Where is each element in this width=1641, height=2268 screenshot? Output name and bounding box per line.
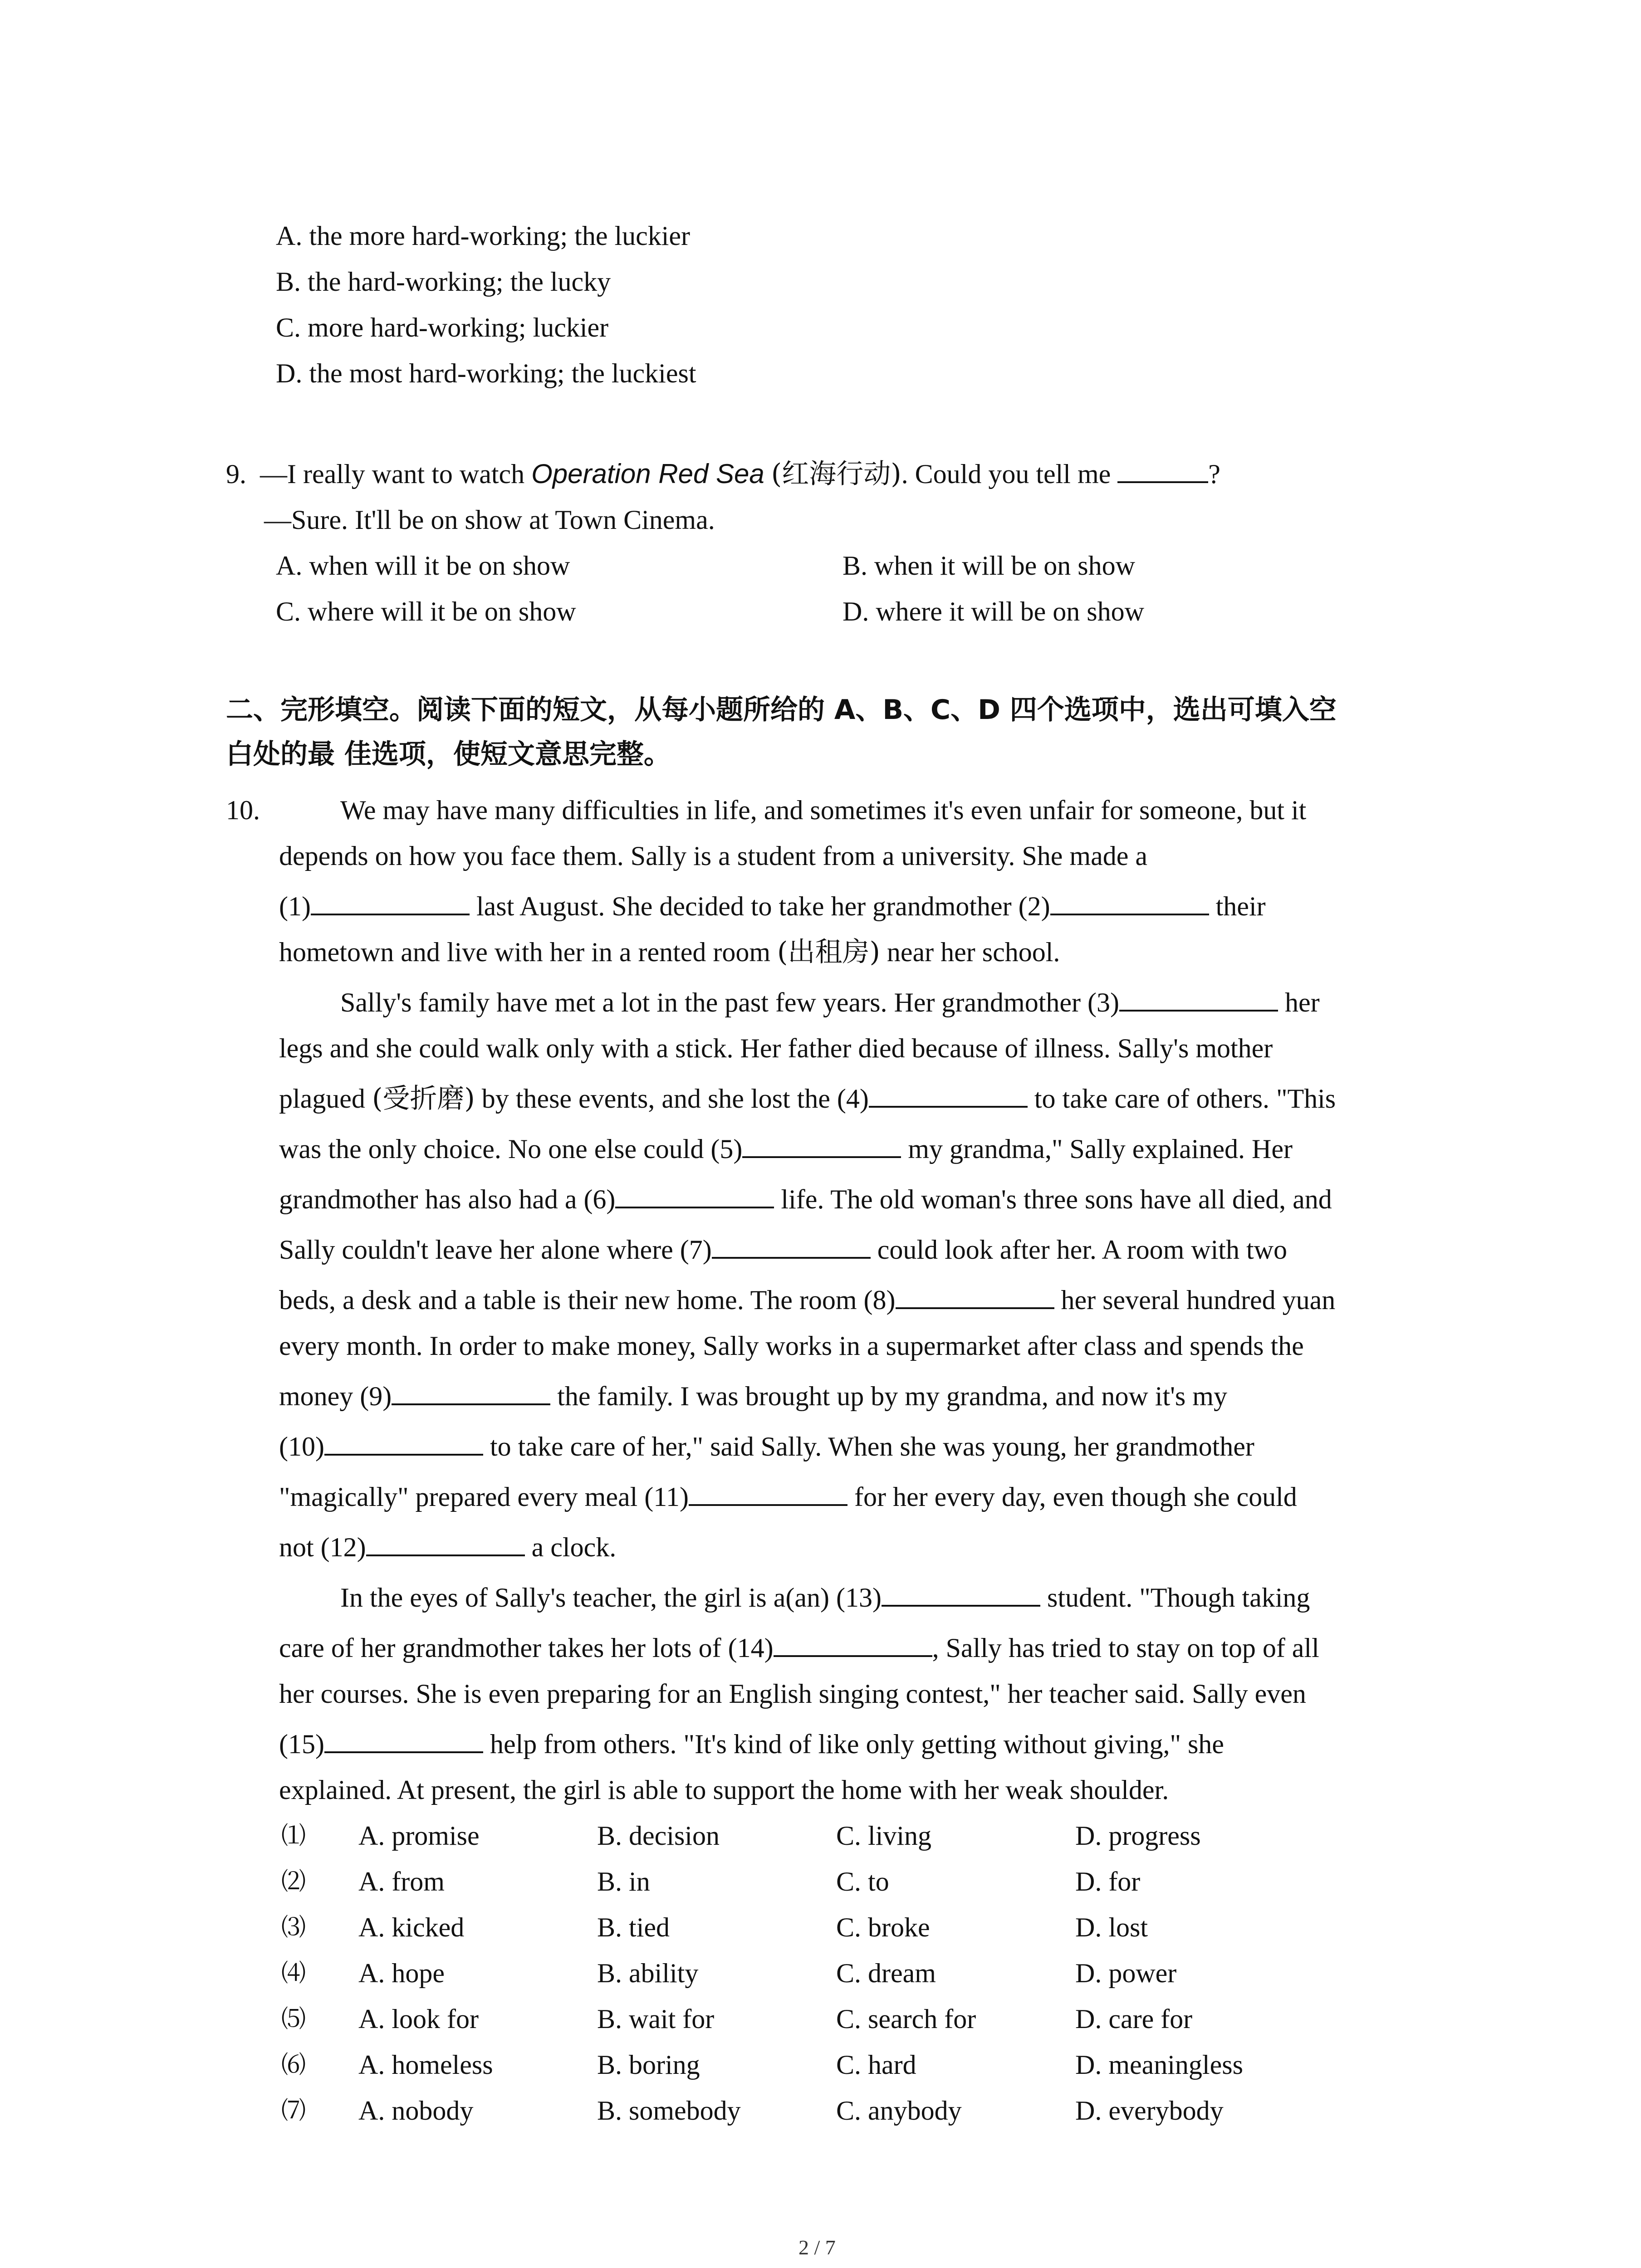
section-2-heading-line2: 白处的最 佳选项，使短文意思完整。 (226, 738, 671, 770)
passage-text: "magically" prepared every meal (11) (279, 1482, 689, 1512)
q8-option-c: C. more hard-working; luckier (276, 313, 609, 342)
passage-text: student. "Though taking (1040, 1583, 1310, 1613)
option-a: A. homeless (358, 2050, 493, 2080)
answer-blank (742, 1150, 901, 1158)
passage-line (279, 1726, 1224, 1762)
q9-answer-blank (1117, 475, 1208, 483)
option-d: D. care for (1075, 2004, 1193, 2034)
q9-number: 9. (226, 459, 246, 489)
sub-question-number: ⑶ (281, 1913, 306, 1941)
passage-line: We may have many difficulties in life, and sometimes it's even unfair for someone, but it (340, 795, 1307, 825)
sub-question-number: ⑵ (281, 1867, 306, 1896)
option-b: B. decision (597, 1821, 720, 1851)
passage-text: grandmother has also had a (6) (279, 1184, 616, 1214)
passage-line (279, 1282, 1335, 1318)
q9-stem-b: . Could you tell me (901, 459, 1118, 489)
passage-text: Sally's family have met a lot in the past few years. Her grandmother (3) (340, 987, 1119, 1017)
q9-stem-line (226, 456, 1220, 492)
sub-question-number: ⑹ (281, 2050, 306, 2079)
answer-blank (311, 907, 470, 915)
option-a: A. nobody (358, 2096, 474, 2126)
q9-chinese-note: (红海行动) (771, 458, 901, 490)
passage-text: could look after her. A room with two (870, 1235, 1287, 1265)
sub-question-number: ⑺ (281, 2096, 306, 2125)
option-b: B. boring (597, 2050, 700, 2080)
q9-movie-title: Operation Red Sea (531, 459, 764, 489)
passage-text: was the only choice. No one else could (5) (279, 1134, 743, 1164)
option-b: B. wait for (597, 2004, 715, 2034)
option-b: B. tied (597, 1912, 670, 1942)
q9-option-d: D. where it will be on show (843, 596, 1144, 626)
option-c: C. anybody (836, 2096, 962, 2126)
passage-line (279, 1181, 1332, 1217)
sub-question-number: ⑴ (281, 1821, 306, 1850)
page-number: 2 / 7 (798, 2236, 836, 2259)
answer-blank (689, 1498, 847, 1506)
blank-label: (15) (279, 1729, 324, 1759)
option-d: D. progress (1075, 1821, 1201, 1851)
passage-text: near her school. (880, 937, 1060, 967)
answer-blank (324, 1447, 483, 1456)
passage-line: depends on how you face them. Sally is a student from a university. She made a (279, 841, 1147, 871)
answer-blank (1119, 1003, 1278, 1012)
passage-text: care of her grandmother takes her lots of (14) (279, 1633, 774, 1663)
answer-blank (869, 1100, 1028, 1108)
answer-blank (324, 1745, 483, 1753)
q8-option-d: D. the most hard-working; the luckiest (276, 358, 696, 388)
answer-blank (712, 1251, 871, 1259)
option-c: C. broke (836, 1912, 930, 1942)
option-a: A. from (358, 1867, 445, 1897)
passage-text: to take care of others. "This (1027, 1084, 1336, 1114)
section-2-heading-line1: 二、完形填空。阅读下面的短文，从每小题所给的 A、B、C、D 四个选项中，选出可填入空 (226, 694, 1337, 726)
option-c: C. living (836, 1821, 932, 1851)
option-a: A. hope (358, 1958, 445, 1988)
passage-text: Sally couldn't leave her alone where (7) (279, 1235, 712, 1265)
passage-text: money (9) (279, 1381, 392, 1411)
q10-number: 10. (226, 795, 260, 825)
passage-line (279, 1131, 1293, 1167)
passage-text: In the eyes of Sally's teacher, the girl is a(an) (13) (340, 1583, 882, 1613)
passage-line (279, 1080, 1336, 1117)
passage-line (279, 1378, 1227, 1414)
option-b: B. somebody (597, 2096, 741, 2126)
blank-label: (1) (279, 891, 311, 921)
passage-line (279, 934, 1060, 970)
option-d: D. lost (1075, 1912, 1148, 1942)
answer-blank (896, 1301, 1054, 1309)
passage-text: hometown and live with her in a rented room (279, 937, 778, 967)
q9-stem-a: —I really want to watch (260, 459, 532, 489)
q9-option-c: C. where will it be on show (276, 596, 576, 626)
passage-text: beds, a desk and a table is their new home. The room (8) (279, 1285, 896, 1315)
passage-text: not (12) (279, 1532, 366, 1562)
passage-text: for her every day, even though she could (847, 1482, 1297, 1512)
answer-blank (882, 1598, 1040, 1607)
passage-line (279, 888, 1266, 924)
passage-line: legs and she could walk only with a stick. Her father died because of illness. Sally's mother (279, 1033, 1273, 1063)
q9-reply: —Sure. It'll be on show at Town Cinema. (264, 505, 715, 535)
option-c: C. to (836, 1867, 889, 1897)
passage-line: every month. In order to make money, Sally works in a supermarket after class and spends the (279, 1331, 1304, 1361)
passage-line (279, 1529, 616, 1565)
option-b: B. ability (597, 1958, 699, 1988)
passage-text: my grandma," Sally explained. Her (901, 1134, 1293, 1164)
passage-text: , Sally has tried to stay on top of all (932, 1633, 1319, 1663)
chinese-note: (出租房) (777, 936, 880, 968)
option-c: C. hard (836, 2050, 916, 2080)
answer-blank (615, 1200, 774, 1208)
option-d: D. power (1075, 1958, 1177, 1988)
option-b: B. in (597, 1867, 650, 1897)
passage-text: a clock. (524, 1532, 617, 1562)
option-d: D. for (1075, 1867, 1141, 1897)
option-a: A. kicked (358, 1912, 465, 1942)
passage-line: her courses. She is even preparing for an English singing contest," her teacher said. Sally even (279, 1679, 1306, 1709)
chinese-note: (受折磨) (372, 1083, 475, 1114)
q9-option-b: B. when it will be on show (843, 551, 1135, 581)
passage-line (279, 1630, 1319, 1666)
passage-text: plagued (279, 1084, 372, 1114)
answer-blank (392, 1397, 550, 1405)
answer-blank (774, 1649, 932, 1657)
passage-line (279, 1479, 1297, 1515)
option-c: C. search for (836, 2004, 976, 2034)
option-d: D. everybody (1075, 2096, 1224, 2126)
passage-text: by these events, and she lost the (4) (475, 1084, 869, 1114)
blank-label: (10) (279, 1432, 324, 1461)
passage-line (340, 984, 1320, 1021)
passage-line (279, 1232, 1287, 1268)
answer-blank (1050, 907, 1209, 915)
q9-question-mark: ? (1208, 459, 1220, 489)
sub-question-number: ⑷ (281, 1959, 306, 1987)
passage-text: life. The old woman's three sons have all died, and (774, 1184, 1332, 1214)
passage-text: her several hundred yuan (1054, 1285, 1336, 1315)
q8-option-a: A. the more hard-working; the luckier (276, 221, 691, 251)
option-c: C. dream (836, 1958, 936, 1988)
passage-line (279, 1428, 1254, 1465)
passage-line (340, 1579, 1310, 1616)
sub-question-number: ⑸ (281, 2004, 306, 2033)
passage-line: explained. At present, the girl is able to support the home with her weak shoulder. (279, 1775, 1169, 1805)
q8-option-b: B. the hard-working; the lucky (276, 267, 611, 297)
passage-text: their (1209, 891, 1266, 921)
option-a: A. look for (358, 2004, 479, 2034)
q9-option-a: A. when will it be on show (276, 551, 570, 581)
passage-text: help from others. "It's kind of like only getting without giving," she (483, 1729, 1224, 1759)
answer-blank (366, 1548, 525, 1556)
option-d: D. meaningless (1075, 2050, 1243, 2080)
option-a: A. promise (358, 1821, 480, 1851)
passage-text: to take care of her," said Sally. When she was young, her grandmother (483, 1432, 1254, 1461)
passage-text: last August. She decided to take her grandmother (2) (469, 891, 1050, 921)
passage-text: the family. I was brought up by my grandma, and now it's my (550, 1381, 1227, 1411)
passage-text: her (1278, 987, 1320, 1017)
